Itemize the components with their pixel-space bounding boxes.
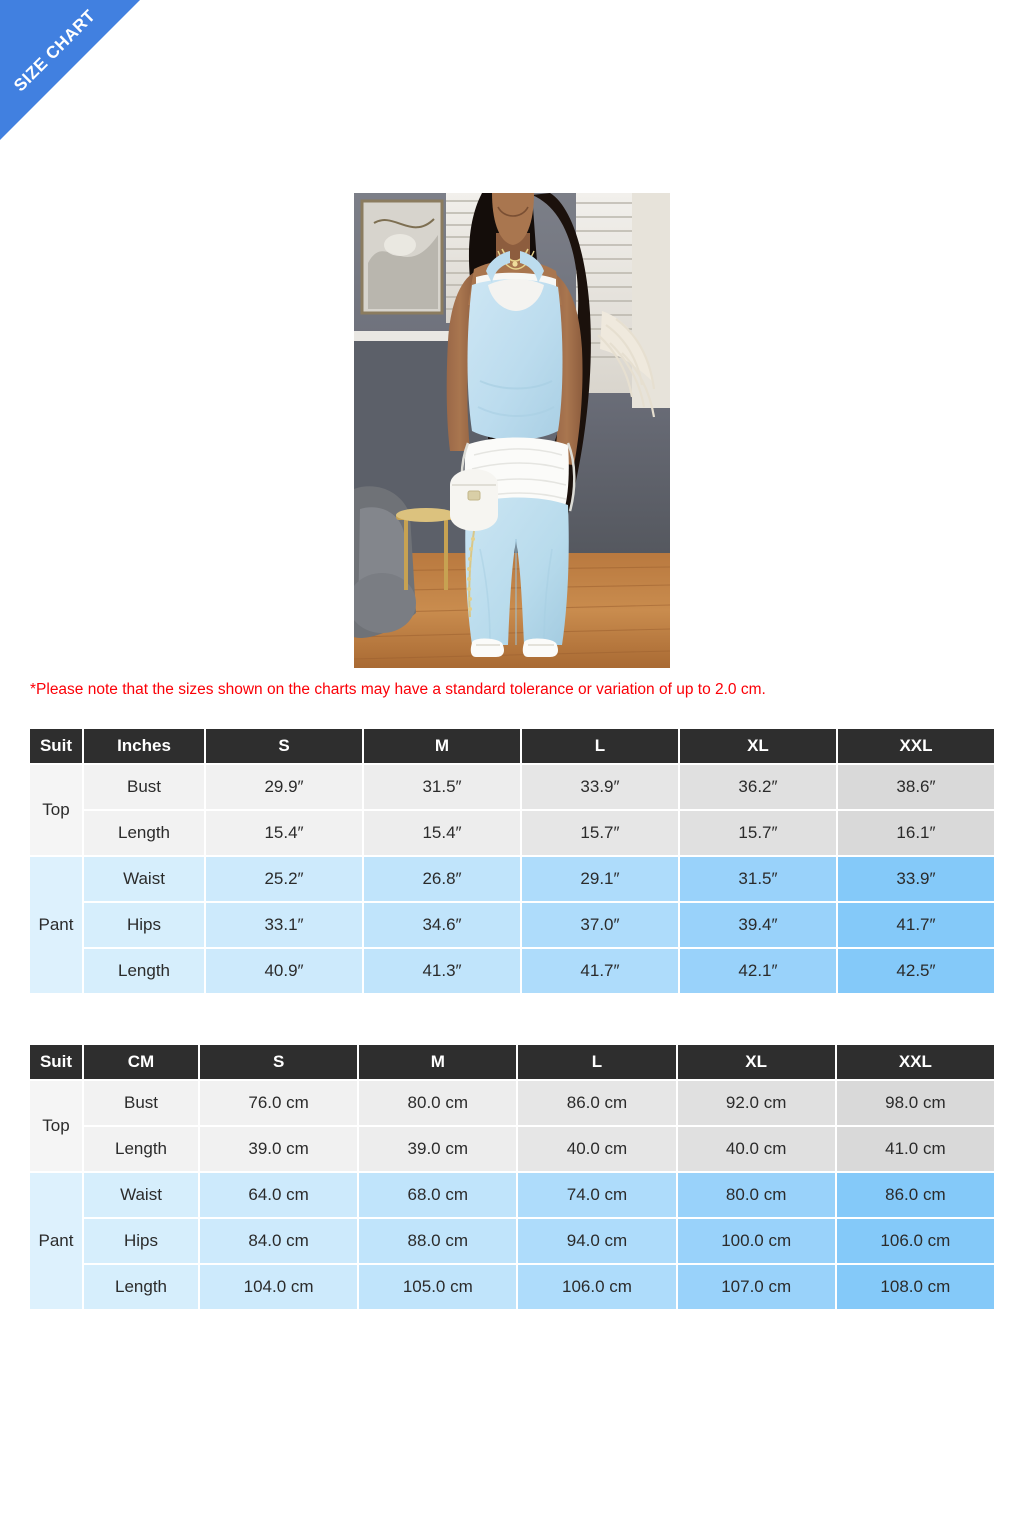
group-label-top: Top — [30, 765, 82, 855]
cell-value: 33.9″ — [522, 765, 678, 809]
header-suit: Suit — [30, 729, 82, 763]
cell-value: 42.5″ — [838, 949, 994, 993]
table-row-top-length — [30, 1127, 994, 1171]
group-label-pant: Pant — [30, 857, 82, 993]
cell-value: 98.0 cm — [837, 1081, 994, 1125]
cell-value: 41.7″ — [838, 903, 994, 947]
cell-value: 26.8″ — [364, 857, 520, 901]
product-photo — [354, 193, 670, 668]
cell-value: 39.0 cm — [200, 1127, 357, 1171]
row-label-waist: Waist — [84, 1173, 198, 1217]
row-label-length: Length — [84, 1127, 198, 1171]
ribbon-label: SIZE CHART — [10, 6, 100, 96]
cell-value: 15.4″ — [364, 811, 520, 855]
table-row-pant-length — [30, 949, 994, 993]
header-size-xxl: XXL — [838, 729, 994, 763]
row-label-hips: Hips — [84, 1219, 198, 1263]
cell-value: 41.3″ — [364, 949, 520, 993]
cell-value: 86.0 cm — [837, 1173, 994, 1217]
size-table-inches — [28, 727, 996, 995]
header-suit: Suit — [30, 1045, 82, 1079]
cell-value: 107.0 cm — [678, 1265, 835, 1309]
table-row-top-bust — [30, 765, 994, 809]
cell-value: 106.0 cm — [518, 1265, 675, 1309]
cell-value: 41.7″ — [522, 949, 678, 993]
cell-value: 100.0 cm — [678, 1219, 835, 1263]
cell-value: 105.0 cm — [359, 1265, 516, 1309]
row-label-hips: Hips — [84, 903, 204, 947]
header-size-xl: XL — [680, 729, 836, 763]
row-label-bust: Bust — [84, 765, 204, 809]
group-label-top: Top — [30, 1081, 82, 1171]
cell-value: 25.2″ — [206, 857, 362, 901]
cell-value: 40.0 cm — [518, 1127, 675, 1171]
cell-value: 88.0 cm — [359, 1219, 516, 1263]
header-size-m: M — [359, 1045, 516, 1079]
cell-value: 104.0 cm — [200, 1265, 357, 1309]
row-label-length: Length — [84, 811, 204, 855]
cell-value: 84.0 cm — [200, 1219, 357, 1263]
tolerance-note: *Please note that the sizes shown on the charts may have a standard tolerance or variation of up to 2.0 cm. — [30, 681, 766, 698]
cell-value: 39.0 cm — [359, 1127, 516, 1171]
row-label-length: Length — [84, 1265, 198, 1309]
cell-value: 15.4″ — [206, 811, 362, 855]
cell-value: 38.6″ — [838, 765, 994, 809]
header-size-xl: XL — [678, 1045, 835, 1079]
header-size-l: L — [522, 729, 678, 763]
cell-value: 29.1″ — [522, 857, 678, 901]
header-size-l: L — [518, 1045, 675, 1079]
cell-value: 15.7″ — [680, 811, 836, 855]
cell-value: 76.0 cm — [200, 1081, 357, 1125]
header-size-m: M — [364, 729, 520, 763]
cell-value: 40.0 cm — [678, 1127, 835, 1171]
cell-value: 94.0 cm — [518, 1219, 675, 1263]
size-table-cm — [28, 1043, 996, 1311]
cell-value: 34.6″ — [364, 903, 520, 947]
cell-value: 31.5″ — [680, 857, 836, 901]
cell-value: 108.0 cm — [837, 1265, 994, 1309]
cell-value: 16.1″ — [838, 811, 994, 855]
ribbon-triangle-shape — [0, 0, 140, 140]
cell-value: 106.0 cm — [837, 1219, 994, 1263]
cell-value: 31.5″ — [364, 765, 520, 809]
row-label-waist: Waist — [84, 857, 204, 901]
cell-value: 36.2″ — [680, 765, 836, 809]
cell-value: 29.9″ — [206, 765, 362, 809]
header-size-s: S — [200, 1045, 357, 1079]
table-row-top-length — [30, 811, 994, 855]
cell-value: 40.9″ — [206, 949, 362, 993]
table-header-row — [30, 1045, 994, 1079]
table-row-pant-hips — [30, 903, 994, 947]
cell-value: 15.7″ — [522, 811, 678, 855]
cell-value: 92.0 cm — [678, 1081, 835, 1125]
header-unit: CM — [84, 1045, 198, 1079]
cell-value: 39.4″ — [680, 903, 836, 947]
header-size-s: S — [206, 729, 362, 763]
row-label-bust: Bust — [84, 1081, 198, 1125]
header-unit: Inches — [84, 729, 204, 763]
size-chart-ribbon — [0, 0, 140, 140]
product-photo-illustration — [354, 193, 670, 668]
group-label-pant: Pant — [30, 1173, 82, 1309]
cell-value: 68.0 cm — [359, 1173, 516, 1217]
cell-value: 41.0 cm — [837, 1127, 994, 1171]
table-row-pant-hips — [30, 1219, 994, 1263]
table-row-pant-waist — [30, 857, 994, 901]
cell-value: 86.0 cm — [518, 1081, 675, 1125]
cell-value: 33.1″ — [206, 903, 362, 947]
row-label-length: Length — [84, 949, 204, 993]
cell-value: 80.0 cm — [359, 1081, 516, 1125]
table-header-row — [30, 729, 994, 763]
cell-value: 74.0 cm — [518, 1173, 675, 1217]
table-row-top-bust — [30, 1081, 994, 1125]
header-size-xxl: XXL — [837, 1045, 994, 1079]
cell-value: 33.9″ — [838, 857, 994, 901]
table-row-pant-length — [30, 1265, 994, 1309]
cell-value: 64.0 cm — [200, 1173, 357, 1217]
cell-value: 42.1″ — [680, 949, 836, 993]
table-row-pant-waist — [30, 1173, 994, 1217]
cell-value: 80.0 cm — [678, 1173, 835, 1217]
cell-value: 37.0″ — [522, 903, 678, 947]
